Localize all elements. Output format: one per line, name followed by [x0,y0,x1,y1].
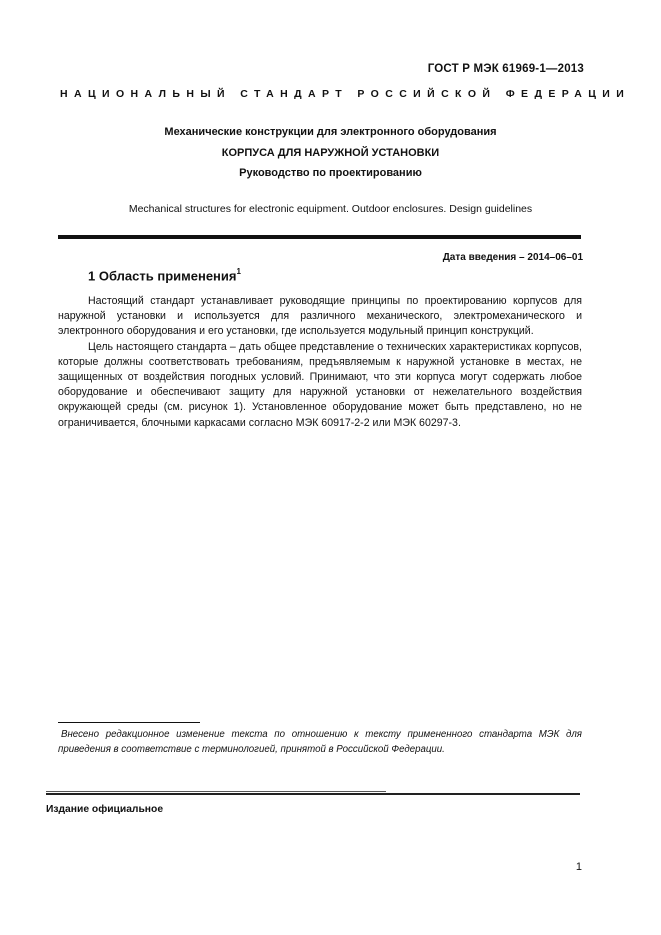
section-heading [88,268,241,283]
footnote-divider [58,722,200,723]
national-standard-title: НАЦИОНАЛЬНЫЙ СТАНДАРТ РОССИЙСКОЙ ФЕДЕРАЦИИ [60,88,631,100]
edition-label: Издание официальное [46,804,164,815]
title-english: Mechanical structures for electronic equipment. Outdoor enclosures. Design guidelines [128,203,533,215]
title-divider [58,235,581,239]
footer-divider-thin [46,791,386,792]
title-sub: Руководство по проектированию [239,167,422,179]
footnote [58,728,582,757]
footnote-marker: 1 [236,267,241,276]
footer-divider [46,793,580,795]
paragraph: Настоящий стандарт устанавливает руководящие принципы по проектированию корпусов для наружной установки и используется для различного механического, электромеханического и электронного оборудования и его установки, где используется модульный принцип конструкций. [58,295,582,338]
title-general: Механические конструкции для электронного оборудования [164,126,497,138]
introduction-date: Дата введения – 2014–06–01 [442,252,583,263]
section-body [58,294,582,431]
document-code: ГОСТ Р МЭК 61969-1—2013 [427,63,584,75]
paragraph: Цель настоящего стандарта – дать общее представление о технических характеристиках корпусов, которые должны соответствовать требованиям, предъявляемым к наружной установке в местах, не защищенных от воздействия погодных условий. Принимают, что эти корпуса могут содержать любое оборудование и обеспечивают защиту для наружной установки от нежелательного воздействия окружающей среды (см. рисунок 1). Установленное оборудование может быть представлено, но не ограничивается, блочными каркасами согласно МЭК 60917-2-2 или МЭК 60297-3. [58,340,582,429]
title-main: КОРПУСА ДЛЯ НАРУЖНОЙ УСТАНОВКИ [221,147,440,159]
section-heading-text: 1 Область применения [88,268,237,284]
page-number: 1 [575,861,582,873]
footnote-text: Внесено редакционное изменение текста по отношению к тексту примененного стандарта МЭК для приведения в соответствие с терминологией, принятой в Российской Федерации. [58,729,582,755]
